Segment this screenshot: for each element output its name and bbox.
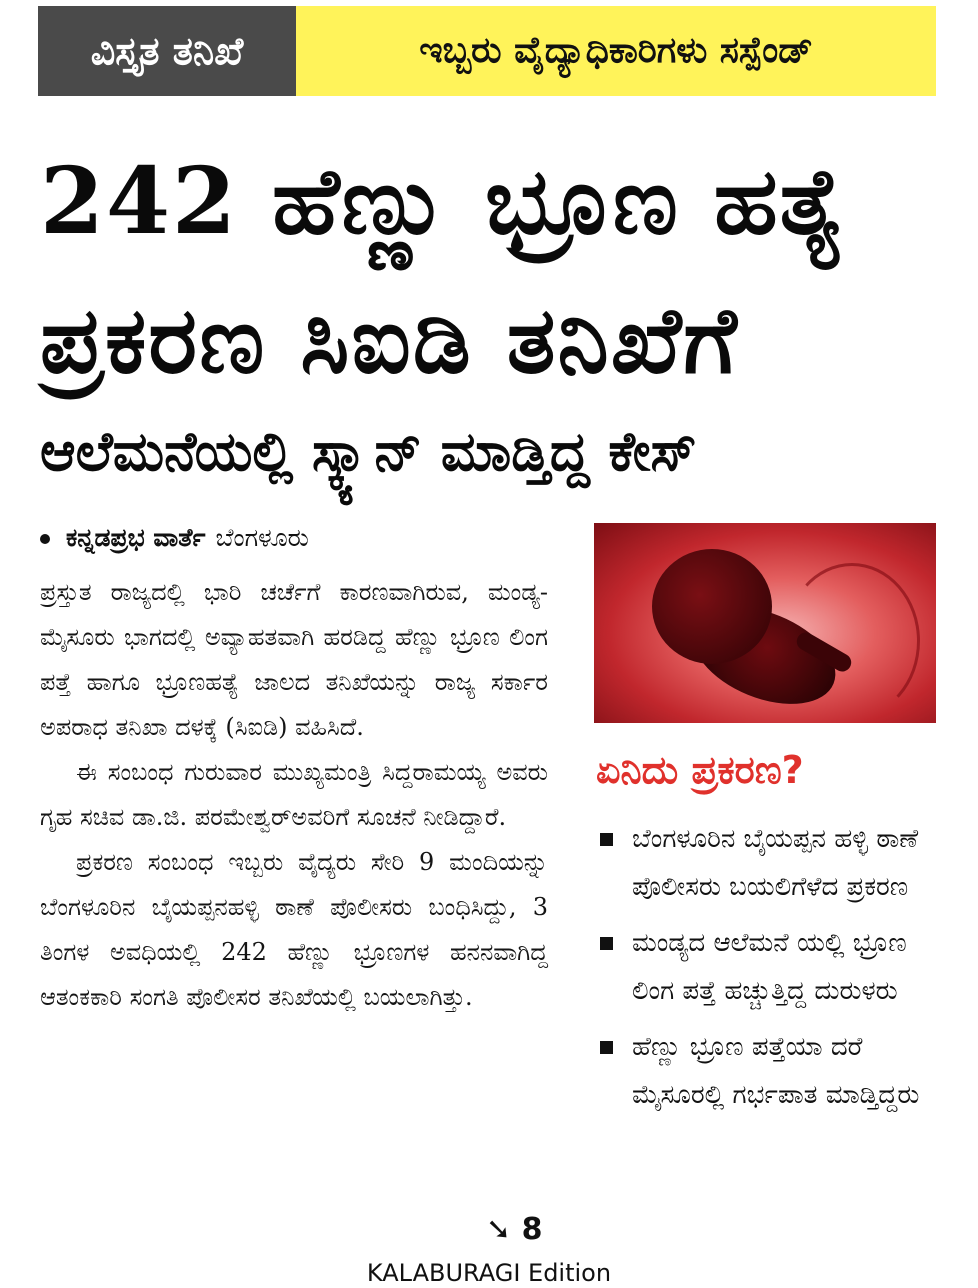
- sidebar-list: [596, 815, 936, 1127]
- headline-line-1: 242 ಹೆಣ್ಣು ಭ್ರೂಣ ಹತ್ಯೆ: [40, 147, 847, 255]
- article-paragraph: ಪ್ರಕರಣ ಸಂಬಂಧ ಇಬ್ಬರು ವೈದ್ಯರು ಸೇರಿ 9 ಮಂದಿಯನ್ನು ಬೆಂಗಳೂರಿನ ಬೈಯಪ್ಪನಹಳ್ಳಿ ಠಾಣೆ ಪೊಲೀಸರು ಬಂಧಿಸಿದ್ದು, 3 ತಿಂಗಳ ಅವಧಿಯಲ್ಲಿ 242 ಹೆಣ್ಣು ಭ್ರೂಣಗಳ ಹನನವಾಗಿದ್ದ ಆತಂಕಕಾರಿ ಸಂಗತಿ ಪೊಲೀಸರ ತನಿಖೆಯಲ್ಲಿ ಬಯಲಾಗಿತ್ತು.: [40, 848, 548, 1011]
- sidebar-title: ಏನಿದು ಪ್ರಕರಣ?: [596, 748, 804, 792]
- sidebar-item: ಬೆಂಗಳೂರಿನ ಬೈಯಪ್ಪನ ಹಳ್ಳಿ ಠಾಣೆ ಪೊಲೀಸರು ಬಯಲಿಗೆಳೆದ ಪ್ರಕರಣ: [596, 815, 936, 911]
- article-paragraph: ಪ್ರಸ್ತುತ ರಾಜ್ಯದಲ್ಲಿ ಭಾರಿ ಚರ್ಚೆಗೆ ಕಾರಣವಾಗಿರುವ, ಮಂಡ್ಯ-ಮೈಸೂರು ಭಾಗದಲ್ಲಿ ಅವ್ಯಾಹತವಾಗಿ ಹರಡಿದ್ದ ಹೆಣ್ಣು ಭ್ರೂಣ ಲಿಂಗ ಪತ್ತೆ ಹಾಗೂ ಭ್ರೂಣಹತ್ಯೆ ಜಾಲದ ತನಿಖೆಯನ್ನು ರಾಜ್ಯ ಸರ್ಕಾರ ಅಪರಾಧ ತನಿಖಾ ದಳಕ್ಕೆ (ಸಿಐಡಿ) ವಹಿಸಿದೆ.: [40, 578, 548, 741]
- byline-city: ಬೆಂಗಳೂರು: [215, 523, 309, 552]
- sidebar-item: ಮಂಡ್ಯದ ಆಲೆಮನೆ ಯಲ್ಲಿ ಭ್ರೂಣ ಲಿಂಗ ಪತ್ತೆ ಹಚ್ಚುತ್ತಿದ್ದ ದುರುಳರು: [596, 919, 936, 1015]
- embryo-photo: [594, 523, 936, 723]
- byline-source: ಕನ್ನಡಪ್ರಭ ವಾರ್ತೆ: [66, 523, 206, 552]
- bullet-icon: [40, 534, 50, 544]
- square-bullet-icon: [600, 937, 613, 950]
- sidebar-item: ಹೆಣ್ಣು ಭ್ರೂಣ ಪತ್ತೆಯಾ ದರೆ ಮೈಸೂರಲ್ಲಿ ಗರ್ಭಪಾತ ಮಾಡ್ತಿದ್ದರು: [596, 1023, 936, 1119]
- embryo-head-shape: [652, 549, 772, 664]
- square-bullet-icon: [600, 833, 613, 846]
- article-body: [40, 570, 548, 1020]
- continued-page-marker: ➘ 8: [486, 1212, 543, 1247]
- subheadline: ಆಲೆಮನೆಯಲ್ಲಿ ಸ್ಕ್ಯಾನ್ ಮಾಡ್ತಿದ್ದ ಕೇಸ್: [40, 420, 697, 483]
- headline-line-2: ಪ್ರಕರಣ ಸಿಐಡಿ ತನಿಖೆಗೆ: [40, 286, 739, 394]
- section-header: [38, 6, 936, 96]
- article-paragraph: ಈ ಸಂಬಂಧ ಗುರುವಾರ ಮುಖ್ಯಮಂತ್ರಿ ಸಿದ್ದರಾಮಯ್ಯ ಅವರು ಗೃಹ ಸಚಿವ ಡಾ.ಜಿ. ಪರಮೇಶ್ವರ್‌ಅವರಿಗೆ ಸೂಚನೆ ನೀಡಿದ್ದಾರೆ.: [40, 758, 548, 831]
- edition-footer: KALABURAGI Edition: [366, 1259, 612, 1287]
- kicker-banner: ಇಬ್ಬರು ವೈದ್ಯಾಧಿಕಾರಿಗಳು ಸಸ್ಪೆಂಡ್: [296, 6, 936, 96]
- byline: [40, 516, 560, 560]
- square-bullet-icon: [600, 1041, 613, 1054]
- section-tag: ವಿಸ್ತೃತ ತನಿಖೆ: [38, 6, 296, 96]
